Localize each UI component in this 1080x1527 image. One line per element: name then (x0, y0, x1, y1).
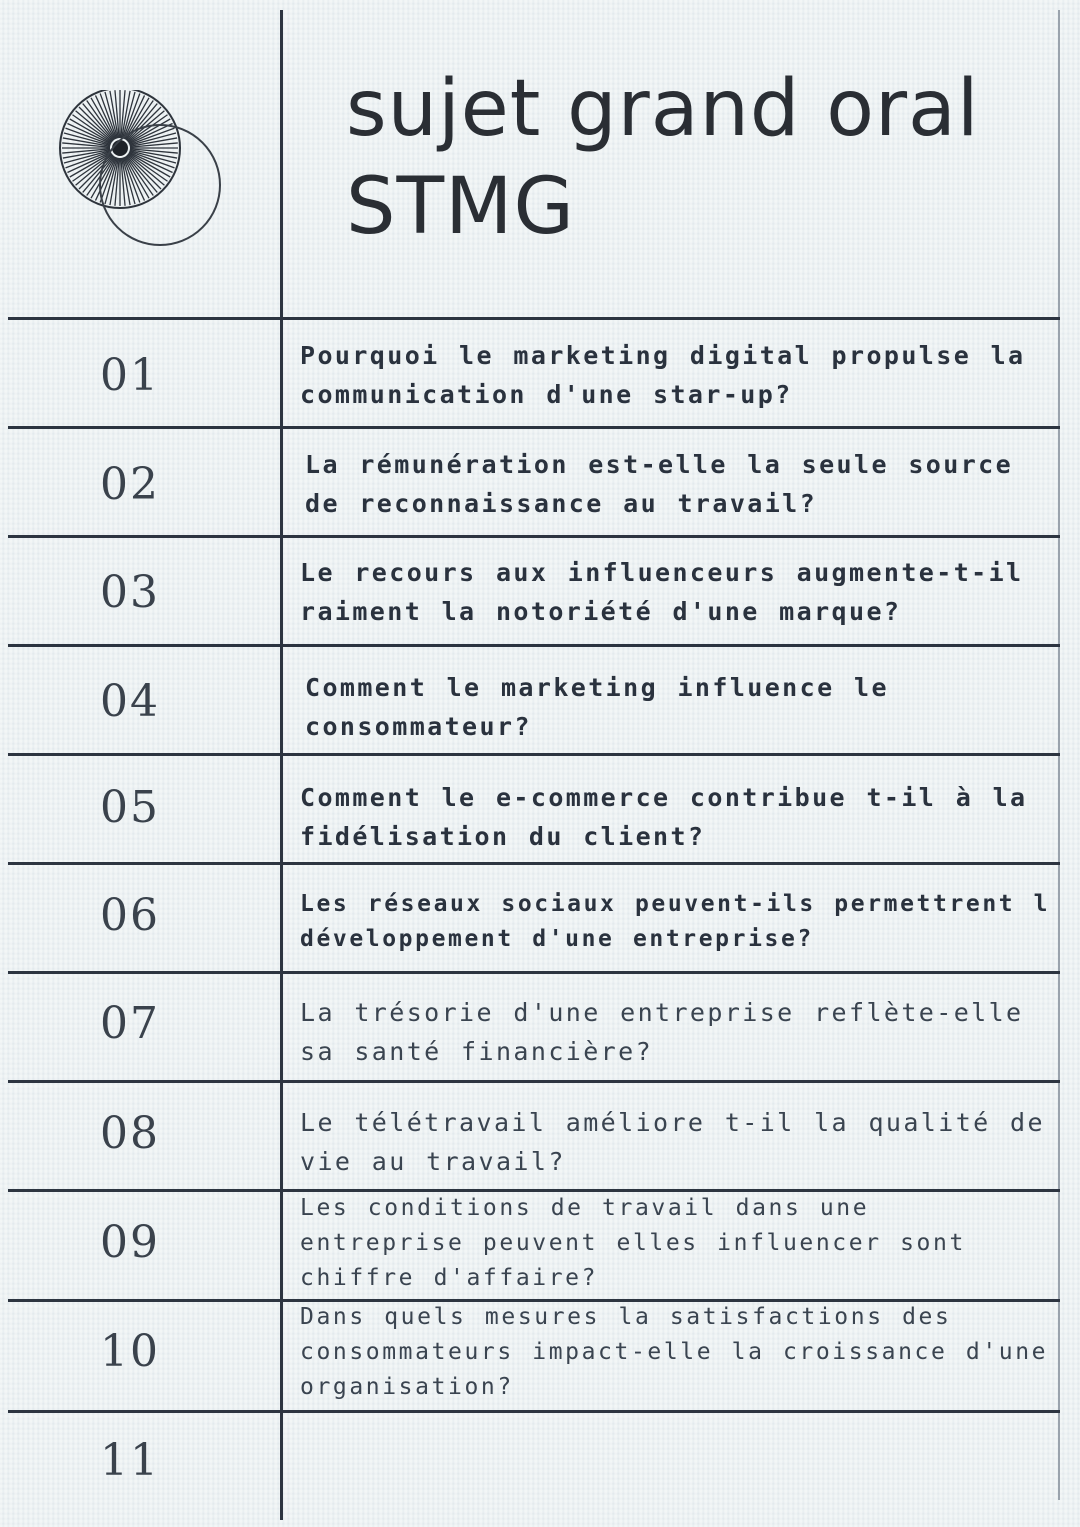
subject-text: Pourquoi le marketing digital propulse la communication d'une star-up? (300, 341, 1026, 409)
subject-text: Comment le marketing influence le consommateur? (305, 673, 889, 741)
column-divider (280, 10, 283, 1520)
row-divider (8, 644, 1060, 647)
row-divider (8, 753, 1060, 756)
sunburst-circle-logo-icon (50, 90, 240, 250)
subject-number: 02 (100, 459, 160, 510)
title-line-1: sujet grand oral (346, 64, 980, 154)
subject-number: 07 (100, 998, 160, 1049)
subject-text: Comment le e-commerce contribue t-il à la fidélisation du client? (300, 783, 1028, 851)
subject-text: Dans quels mesures la satisfactions des consommateurs impact-elle la croissance d'une organisation? (300, 1304, 1049, 1400)
title-line-2: STMG (346, 162, 575, 252)
subject-text: Les réseaux sociaux peuvent-ils permettrent l développement d'une entreprise? (300, 891, 1051, 952)
row-divider (8, 317, 1060, 320)
row-divider (8, 1410, 1060, 1413)
row-divider (8, 535, 1060, 538)
subject-text: Le recours aux influenceurs augmente-t-il raiment la notoriété d'une marque? (300, 558, 1024, 626)
subject-number: 10 (100, 1326, 160, 1377)
subject-text: Le télétravail améliore t-il la qualité de vie au travail? (300, 1108, 1045, 1176)
subject-number: 06 (100, 890, 160, 941)
row-divider (8, 862, 1060, 865)
subject-number: 08 (100, 1108, 160, 1159)
row-divider (8, 971, 1060, 974)
subject-number: 05 (100, 782, 160, 833)
subject-number: 03 (100, 567, 160, 618)
subject-text: La rémunération est-elle la seule source de reconnaissance au travail? (305, 450, 1014, 518)
subject-number: 04 (100, 676, 160, 727)
row-divider (8, 1080, 1060, 1083)
subject-text: La trésorie d'une entreprise reflète-elle sa santé financière? (300, 998, 1024, 1066)
row-divider (8, 426, 1060, 429)
subject-text: Les conditions de travail dans une entreprise peuvent elles influencer sont chiffre d'affaire? (300, 1195, 966, 1291)
subject-number: 01 (100, 350, 160, 401)
subject-number: 11 (100, 1435, 160, 1486)
page-title (346, 60, 980, 256)
subject-number: 09 (100, 1217, 160, 1268)
